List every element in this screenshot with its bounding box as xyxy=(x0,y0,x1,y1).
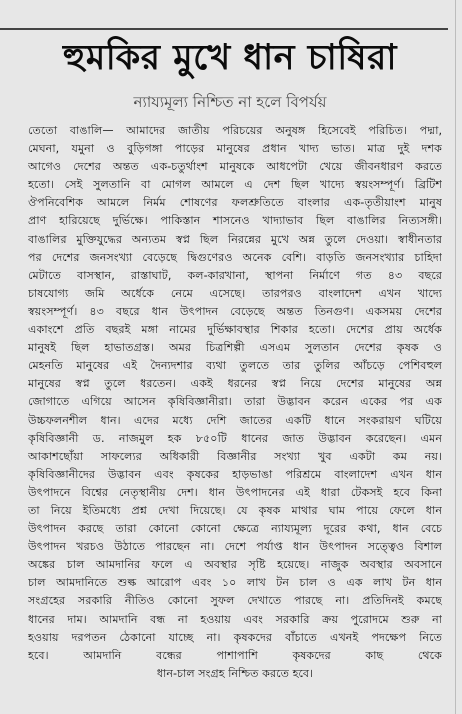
body-line: জোগাতে এগিয়ে আসেন কৃষিবিজ্ঞানীরা। তারা উদ্ভাবন করেন একের পর এক xyxy=(28,395,442,409)
body-line: উৎপাদন খরচও উঠাতে পারছেন না। দেশে পর্যাপ্ত ধান উৎপাদন সত্ত্বেও বিশাল xyxy=(28,540,442,554)
body-line: মানুষের স্বপ্ন তুলে ধরতেন। একই ধরনের স্বপ্ন নিয়ে দেশের মানুষের অন্ন xyxy=(28,377,442,391)
body-line: মেটাতে বাসস্থান, রাস্তাঘাট, কল-কারখানা, স্থাপনা নির্মাণে গত ৪৩ বছরে xyxy=(28,268,442,282)
body-line: আগেও দেশের অন্তত এক-চতুর্থাংশ মানুষকে আধপেটা খেয়ে জীবনধারণ করতে xyxy=(28,160,442,174)
body-line: হবে। আমদানি বন্ধের পাশাপাশি কৃষকদের কাছ থেকে xyxy=(28,648,442,662)
body-line: তেতো বাঙালি— আমাদের জাতীয় পরিচয়ের অনুষঙ্গ হিসেবেই পরিচিত। পদ্মা, xyxy=(28,124,442,137)
body-line: ঔপনিবেশিক আমলে নির্মম শোষণের ফলশ্রুতিতে বাংলার এক-তৃতীয়াংশ মানুষ xyxy=(28,196,442,210)
body-line: চাল আমদানিতে শুল্ক আরোপ এবং ১০ লাখ টন চাল ও এক লাখ টন ধান xyxy=(28,576,442,590)
top-rule xyxy=(0,28,448,30)
body-line: উৎপাদনে বিশ্বের নেতৃস্থানীয় দেশ। ধান উৎপাদনের এই ধারা টেকসই হবে কিনা xyxy=(28,485,442,499)
article-body xyxy=(28,122,442,683)
body-line: একাংশে প্রতি বছরই মঙ্গা নামের দুর্ভিক্ষাবস্থার শিকার হতো। দেশের প্রায় অর্ধেক xyxy=(28,323,442,337)
body-line: উচ্চফলনশীল ধান। এদের মধ্যে দেশি জাতের একটি ধানে সংকরায়ণ ঘটিয়ে xyxy=(28,413,442,427)
body-line: তা নিয়ে ইতিমধ্যে প্রশ্ন দেখা দিয়েছে। যে কৃষক মাথার ঘাম পায়ে ফেলে ধান xyxy=(28,503,442,517)
body-line: মেঘনা, যমুনা ও বুড়িগঙ্গা পাড়ের মানুষের প্রধান খাদ্য ভাত। মাত্র দুই দশক xyxy=(28,142,442,156)
body-line: ধানের দাম। আমদানি বন্ধ না হওয়ায় এবং সরকারি ক্রয় পুরোদমে শুরু না xyxy=(28,612,442,626)
subheadline: ন্যায্যমূল্য নিশ্চিত না হলে বিপর্যয় xyxy=(133,93,327,111)
body-line: চাষযোগ্য জমি অর্ধেকে নেমে এসেছে। তারপরও বাংলাদেশ এখন খাদ্যে xyxy=(28,286,442,300)
body-line: কৃষিবিজ্ঞানীদের উদ্ভাবন এবং কৃষকের হাড়ভাঙা পরিশ্রমে বাংলাদেশ এখন ধান xyxy=(28,467,442,481)
body-line: আকাশছোঁয়া সাফল্যের অধিকারী বিজ্ঞানীর সংখ্যা খুব একটা কম নয়। xyxy=(28,449,442,463)
body-line: মানুষই ছিল হাভাতগ্রস্ত। অমর চিত্রশিল্পী এসএম সুলতান দেশের কৃষক ও xyxy=(28,341,442,355)
body-line: প্রাণ হারিয়েছে দুর্ভিক্ষে। পাকিস্তান শাসনেও খাদ্যাভাব ছিল বাঙালির নিত্যসঙ্গী। xyxy=(28,214,442,228)
body-line: অঙ্কের চাল আমদানির ফলে এ অবস্থার সৃষ্টি হয়েছে। নাজুক অবস্থার অবসানে xyxy=(28,558,442,572)
body-line: মেহনতি মানুষের এই দৈন্যদশার ব্যথা তুলতে তার তুলির আঁচড়ে পেশিবহুল xyxy=(28,359,442,373)
body-line: উৎপাদন করছে তারা কোনো কোনো ক্ষেত্রে ন্যায্যমূল্য দূরের কথা, ধান বেচে xyxy=(28,522,442,536)
body-line: কৃষিবিজ্ঞানী ড. নাজমুল হক ৮৫০টি ধানের জাত উদ্ভাবন করেছেন। এমন xyxy=(28,431,442,445)
body-line: পর দেশের জনসংখ্যা বেড়েছে দ্বিগুণেরও অনেক বেশি। বাড়তি জনসংখ্যার চাহিদা xyxy=(28,250,442,264)
body-line: সংগ্রহের সরকারি নীতিও কোনো সুফল দেখাতে পারছে না। প্রতিদিনই কমছে xyxy=(28,594,442,608)
body-line: হতো। সেই সুলতানি বা মোগল আমলে এ দেশ ছিল খাদ্যে স্বয়ংসম্পূর্ণ। ব্রিটিশ xyxy=(28,178,442,192)
body-line: স্বয়ংসম্পূর্ণ। ৪৩ বছরে ধান উৎপাদন বেড়েছে অন্তত তিনগুণ। একসময় দেশের xyxy=(28,304,442,318)
headline: হুমকির মুখে ধান চাষিরা xyxy=(63,38,397,78)
body-line: হওয়ায় দরপতন ঠেকানো যাচ্ছে না। কৃষকদের বাঁচাতে এখনই পদক্ষেপ নিতে xyxy=(28,630,442,644)
body-line: বাঙালির মুক্তিযুদ্ধের অন্যতম স্বপ্ন ছিল নিরন্নের মুখে অন্ন তুলে দেওয়া। স্বাধীনতার xyxy=(28,232,442,246)
body-line: ধান-চাল সংগ্রহ নিশ্চিত করতে হবে। xyxy=(156,666,314,680)
